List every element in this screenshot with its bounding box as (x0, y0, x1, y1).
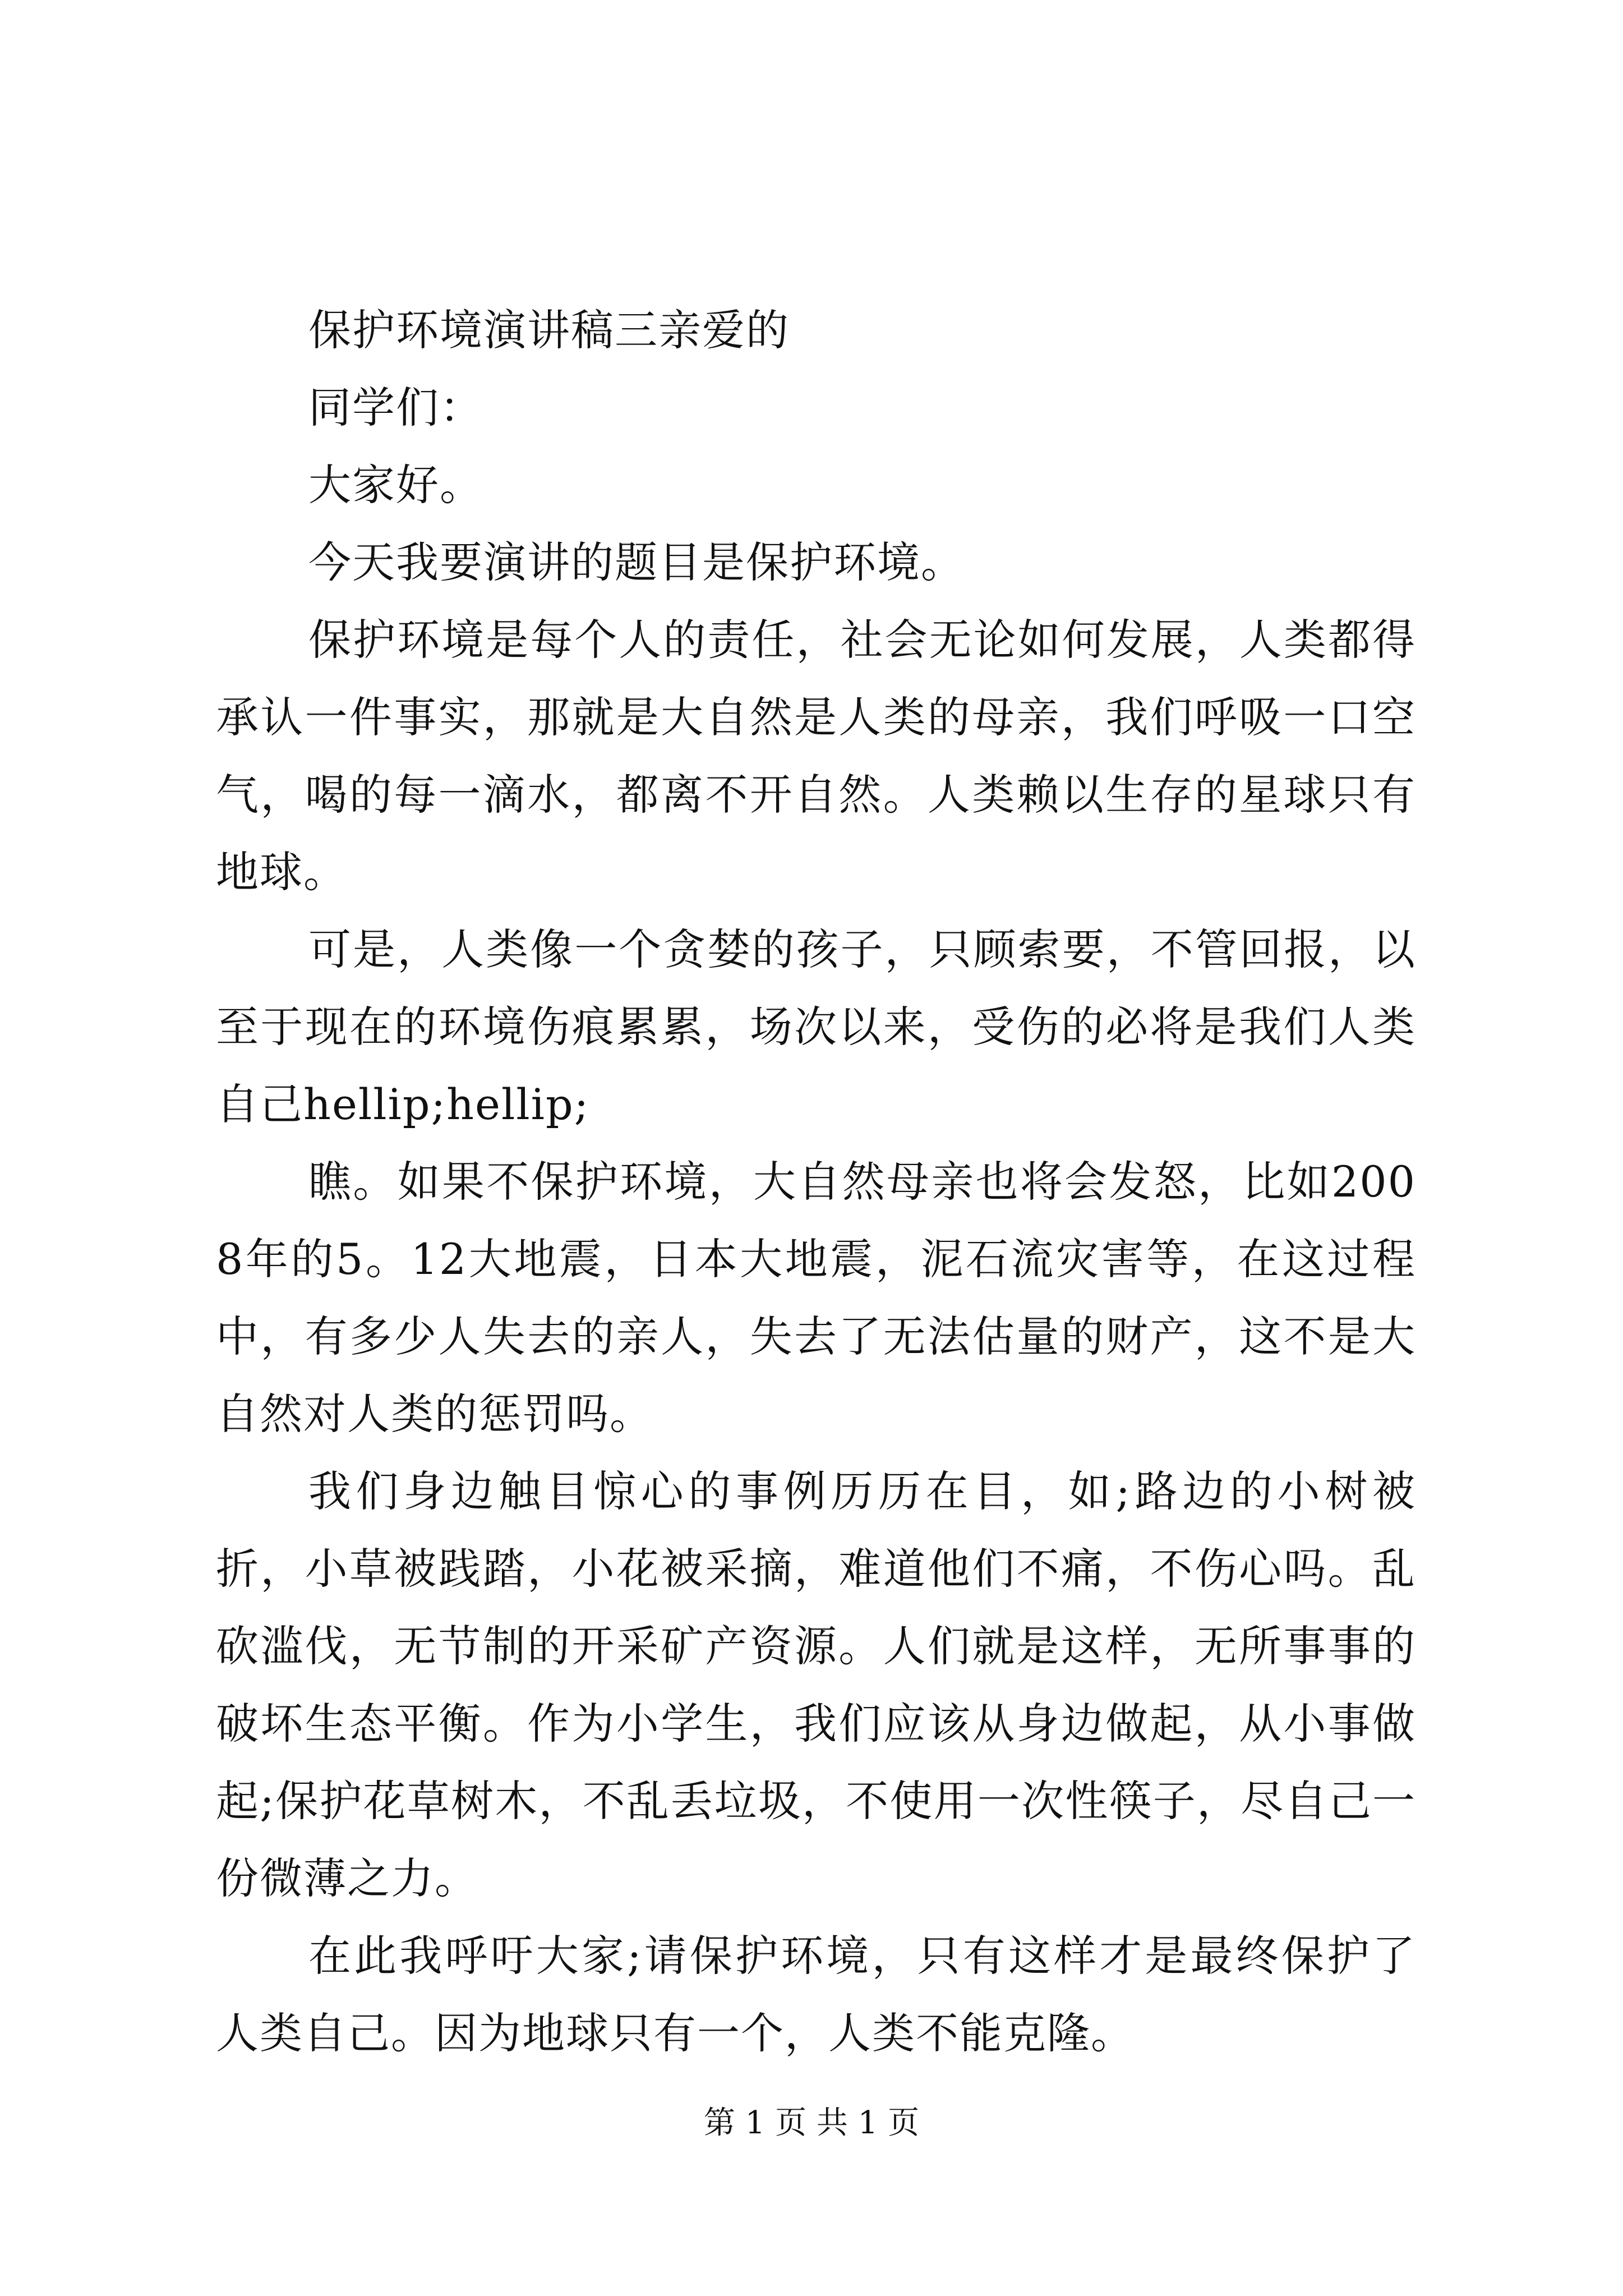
paragraph-salutation: 同学们： (308, 383, 483, 432)
page-number-label: 第 1 页 共 1 页 (703, 2105, 920, 2141)
paragraph-title: 保护环境演讲稿三亲爱的 (308, 305, 790, 355)
paragraph-topic: 今天我要演讲的题目是保护环境。 (308, 537, 965, 587)
document-body (216, 292, 1416, 2072)
page-footer (0, 2101, 1623, 2146)
paragraph-greeting: 大家好。 (308, 460, 483, 510)
paragraph-responsibility: 保护环境是每个人的责任，社会无论如何发展，人类都得承认一件事实，那就是大自然是人类的母亲，我们呼吸一口空气，喝的每一滴水，都离不开自然。人类赖以生存的星球只有地球。 (216, 615, 1416, 897)
paragraph-disasters: 瞧。如果不保护环境，大自然母亲也将会发怒，比如2008年的5。12大地震，日本大地震，泥石流灾害等，在这过程中，有多少人失去的亲人，失去了无法估量的财产，这不是大自然对人类的惩罚吗。 (216, 1157, 1416, 1439)
paragraph-appeal: 在此我呼吁大家;请保护环境，只有这样才是最终保护了人类自己。因为地球只有一个，人类不能克隆。 (216, 1931, 1416, 2058)
paragraph-examples: 我们身边触目惊心的事例历历在目，如;路边的小树被折，小草被践踏，小花被采摘，难道他们不痛，不伤心吗。乱砍滥伐，无节制的开采矿产资源。人们就是这样，无所事事的破坏生态平衡。作为小学生，我们应该从身边做起，从小事做起;保护花草树木，不乱丢垃圾，不使用一次性筷子，尽自己一份微薄之力。 (216, 1466, 1416, 1903)
paragraph-greedy-child: 可是，人类像一个贪婪的孩子，只顾索要，不管回报，以至于现在的环境伤痕累累，场次以来，受伤的必将是我们人类自己hellip;hellip; (216, 924, 1416, 1129)
